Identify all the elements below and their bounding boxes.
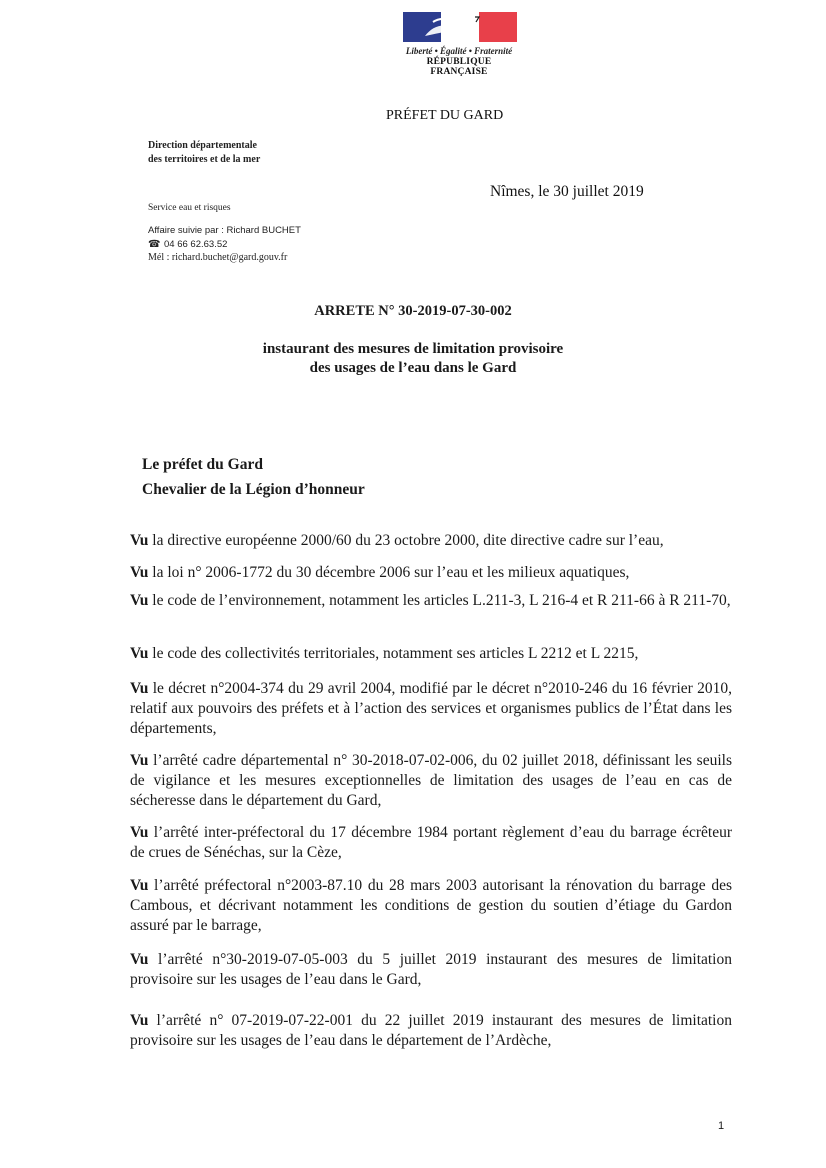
republique-logo (398, 12, 520, 77)
consideration-item: Vu l’arrêté cadre départemental n° 30-2018-07-02-006, du 02 juillet 2018, définissant les seuils de vigilance et les mesures exceptionnelles de limitation des usages de l’eau en cas de sécheresse dans le département du Gard, (130, 752, 732, 809)
consideration-item: Vu la loi n° 2006-1772 du 30 décembre 2006 sur l’eau et les milieux aquatiques, (130, 564, 630, 581)
direction-line-1: Direction départementale (148, 140, 257, 151)
consideration-item: Vu l’arrêté n° 07-2019-07-22-001 du 22 juillet 2019 instaurant des mesures de limitation provisoire sur les usages de l’eau dans le département de l’Ardèche, (130, 1012, 732, 1049)
republic-motto: Liberté • Égalité • Fraternité (405, 46, 513, 56)
phone-number: 04 66 62.63.52 (164, 238, 228, 250)
consideration-item: Vu l’arrêté inter-préfectoral du 17 décembre 1984 portant règlement d’eau du barrage écrêteur de crues de Sénéchas, sur la Cèze, (130, 824, 732, 861)
tricolor-flag (401, 12, 517, 42)
consideration-item: Vu la directive européenne 2000/60 du 23 octobre 2000, dite directive cadre sur l’eau, (130, 532, 664, 549)
vu-keyword: Vu (130, 752, 149, 769)
phone-icon: ☎ (148, 238, 161, 250)
page-number: 1 (718, 1120, 725, 1132)
direction-block (148, 139, 260, 167)
vu-keyword: Vu (130, 1012, 149, 1029)
signatory-honor: Chevalier de la Légion d’honneur (142, 481, 365, 498)
vu-keyword: Vu (130, 564, 149, 581)
marianne-icon (419, 14, 481, 40)
vu-keyword: Vu (130, 592, 149, 609)
consideration-item: Vu le code des collectivités territoriales, notamment ses articles L 2212 et L 2215, (130, 645, 639, 662)
email-address: Mél : richard.buchet@gard.gouv.fr (148, 252, 288, 263)
signatory-block (142, 452, 365, 502)
document-date: Nîmes, le 30 juillet 2019 (490, 183, 644, 200)
phone-row (148, 238, 301, 252)
contact-block (148, 224, 301, 265)
arrete-number: ARRETE N° 30-2019-07-30-002 (314, 303, 512, 319)
republic-name: RÉPUBLIQUE FRANÇAISE (426, 57, 492, 77)
signatory-title: Le préfet du Gard (142, 456, 263, 473)
vu-keyword: Vu (130, 532, 149, 549)
service-name: Service eau et risques (148, 203, 231, 213)
consideration-item: Vu l’arrêté préfectoral n°2003-87.10 du 28 mars 2003 autorisant la rénovation du barrage des Cambous, et décrivant notamment les conditions de gestion du soutien d’étiage du Gardon assuré par le barrage, (130, 877, 732, 934)
vu-keyword: Vu (130, 951, 149, 968)
arrete-subtitle-line-2: des usages de l’eau dans le Gard (309, 360, 517, 376)
affaire-suivie: Affaire suivie par : Richard BUCHET (148, 225, 301, 236)
vu-keyword: Vu (130, 877, 149, 894)
direction-line-2: des territoires et de la mer (148, 154, 261, 165)
vu-keyword: Vu (130, 824, 149, 841)
consideration-item: Vu le code de l’environnement, notamment les articles L.211-3, L 216-4 et R 211-66 à R 211-70, (130, 592, 731, 609)
consideration-item: Vu le décret n°2004-374 du 29 avril 2004, modifié par le décret n°2010-246 du 16 février 2010, relatif aux pouvoirs des préfets et à l’action des services et organismes publics de l’État dans les départements, (130, 680, 732, 737)
consideration-item: Vu l’arrêté n°30-2019-07-05-003 du 5 juillet 2019 instaurant des mesures de limitation provisoire sur les usages de l’eau dans le Gard, (130, 951, 732, 988)
vu-keyword: Vu (130, 680, 149, 697)
arrete-subtitle (0, 340, 826, 378)
arrete-subtitle-line-1: instaurant des mesures de limitation provisoire (262, 341, 564, 357)
vu-keyword: Vu (130, 645, 149, 662)
prefecture-title: PRÉFET DU GARD (386, 108, 504, 123)
